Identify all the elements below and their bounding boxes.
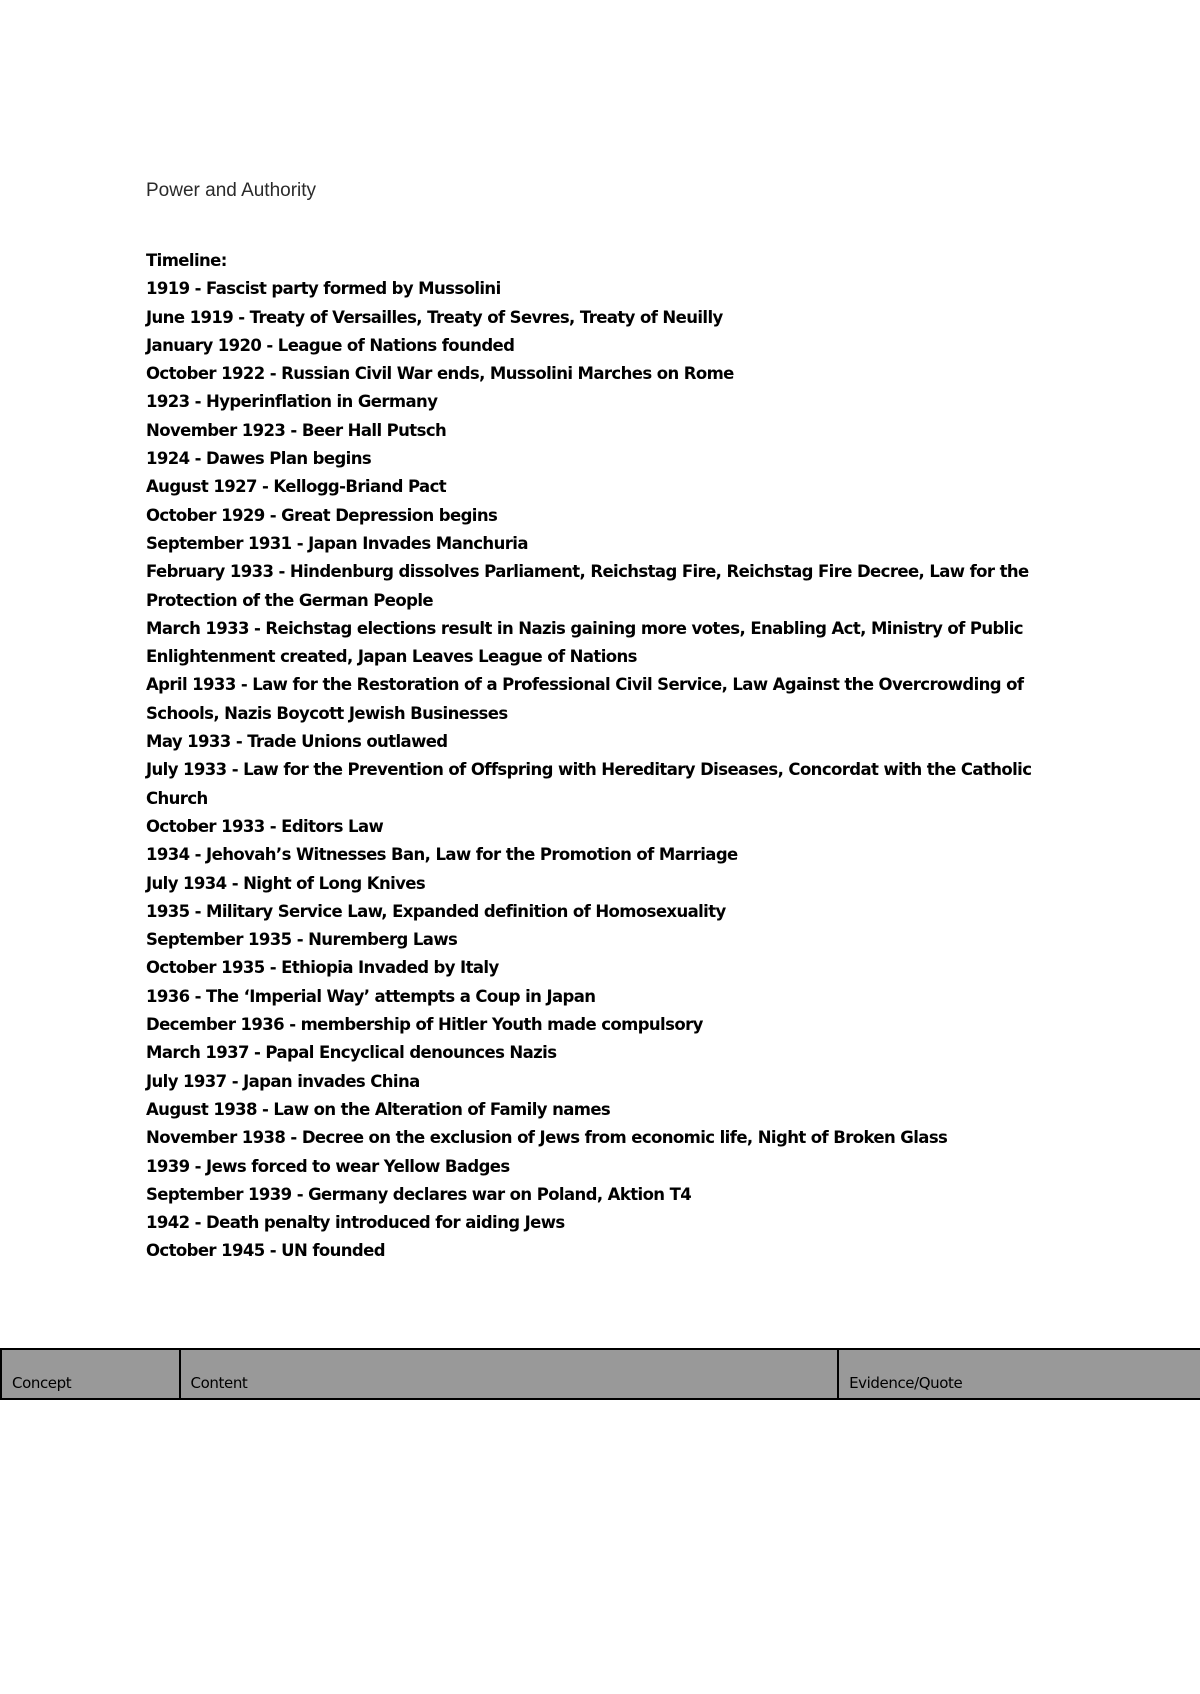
timeline-item: October 1929 - Great Depression begins: [146, 505, 498, 525]
timeline-heading: Timeline:: [146, 251, 227, 270]
timeline-item: July 1933 - Law for the Prevention of Offspring with Hereditary Diseases, Concordat with the Catholic Church: [146, 760, 1032, 808]
timeline-section: [146, 247, 1076, 1266]
timeline-item: June 1919 - Treaty of Versailles, Treaty of Sevres, Treaty of Neuilly: [146, 307, 723, 327]
timeline-item: 1934 - Jehovah’s Witnesses Ban, Law for the Promotion of Marriage: [146, 845, 738, 865]
timeline-item: August 1938 - Law on the Alteration of Family names: [146, 1099, 611, 1119]
timeline-item: October 1922 - Russian Civil War ends, Mussolini Marches on Rome: [146, 364, 734, 384]
timeline-item: 1936 - The ‘Imperial Way’ attempts a Coup in Japan: [146, 986, 596, 1006]
table-header-row: [1, 1349, 1200, 1399]
timeline-item: December 1936 - membership of Hitler Youth made compulsory: [146, 1015, 703, 1035]
timeline-item: 1924 - Dawes Plan begins: [146, 449, 372, 469]
timeline-item: March 1933 - Reichstag elections result in Nazis gaining more votes, Enabling Act, Ministry of Public Enlightenment created, Japan Leaves League of Nations: [146, 618, 1023, 667]
timeline-item: October 1933 - Editors Law: [146, 816, 384, 836]
timeline-item: November 1938 - Decree on the exclusion of Jews from economic life, Night of Broken Glass: [146, 1128, 948, 1148]
timeline-item: 1919 - Fascist party formed by Mussolini: [146, 279, 501, 299]
timeline-item: October 1945 - UN founded: [146, 1241, 385, 1261]
timeline-item: April 1933 - Law for the Restoration of a Professional Civil Service, Law Against the Overcrowding of Schools, Nazis Boycott Jewish Businesses: [146, 675, 1024, 723]
timeline-item: August 1927 - Kellogg-Briand Pact: [146, 477, 447, 497]
document-title: Power and Authority: [146, 180, 317, 201]
timeline-item: 1939 - Jews forced to wear Yellow Badges: [146, 1156, 510, 1176]
timeline-item: March 1937 - Papal Encyclical denounces Nazis: [146, 1043, 557, 1063]
concept-table: [0, 1348, 1200, 1400]
timeline-item: 1923 - Hyperinflation in Germany: [146, 392, 438, 412]
timeline-item: July 1937 - Japan invades China: [146, 1071, 420, 1091]
timeline-item: July 1934 - Night of Long Knives: [146, 873, 426, 893]
timeline-item: 1935 - Military Service Law, Expanded definition of Homosexuality: [146, 901, 726, 921]
timeline-item: September 1939 - Germany declares war on Poland, Aktion T4: [146, 1184, 692, 1204]
timeline-item: May 1933 - Trade Unions outlawed: [146, 732, 448, 752]
header-evidence: Evidence/Quote: [838, 1349, 1200, 1399]
timeline-item: October 1935 - Ethiopia Invaded by Italy: [146, 958, 499, 978]
timeline-item: November 1923 - Beer Hall Putsch: [146, 420, 447, 440]
header-concept: Concept: [1, 1349, 180, 1399]
header-content: Content: [180, 1349, 839, 1399]
timeline-item: September 1935 - Nuremberg Laws: [146, 930, 458, 950]
timeline-list: [146, 275, 1076, 1265]
timeline-item: February 1933 - Hindenburg dissolves Parliament, Reichstag Fire, Reichstag Fire Decree, Law for the Protection of the German People: [146, 562, 1029, 610]
timeline-item: September 1931 - Japan Invades Manchuria: [146, 533, 528, 553]
timeline-item: January 1920 - League of Nations founded: [146, 335, 515, 355]
timeline-item: 1942 - Death penalty introduced for aiding Jews: [146, 1213, 565, 1233]
